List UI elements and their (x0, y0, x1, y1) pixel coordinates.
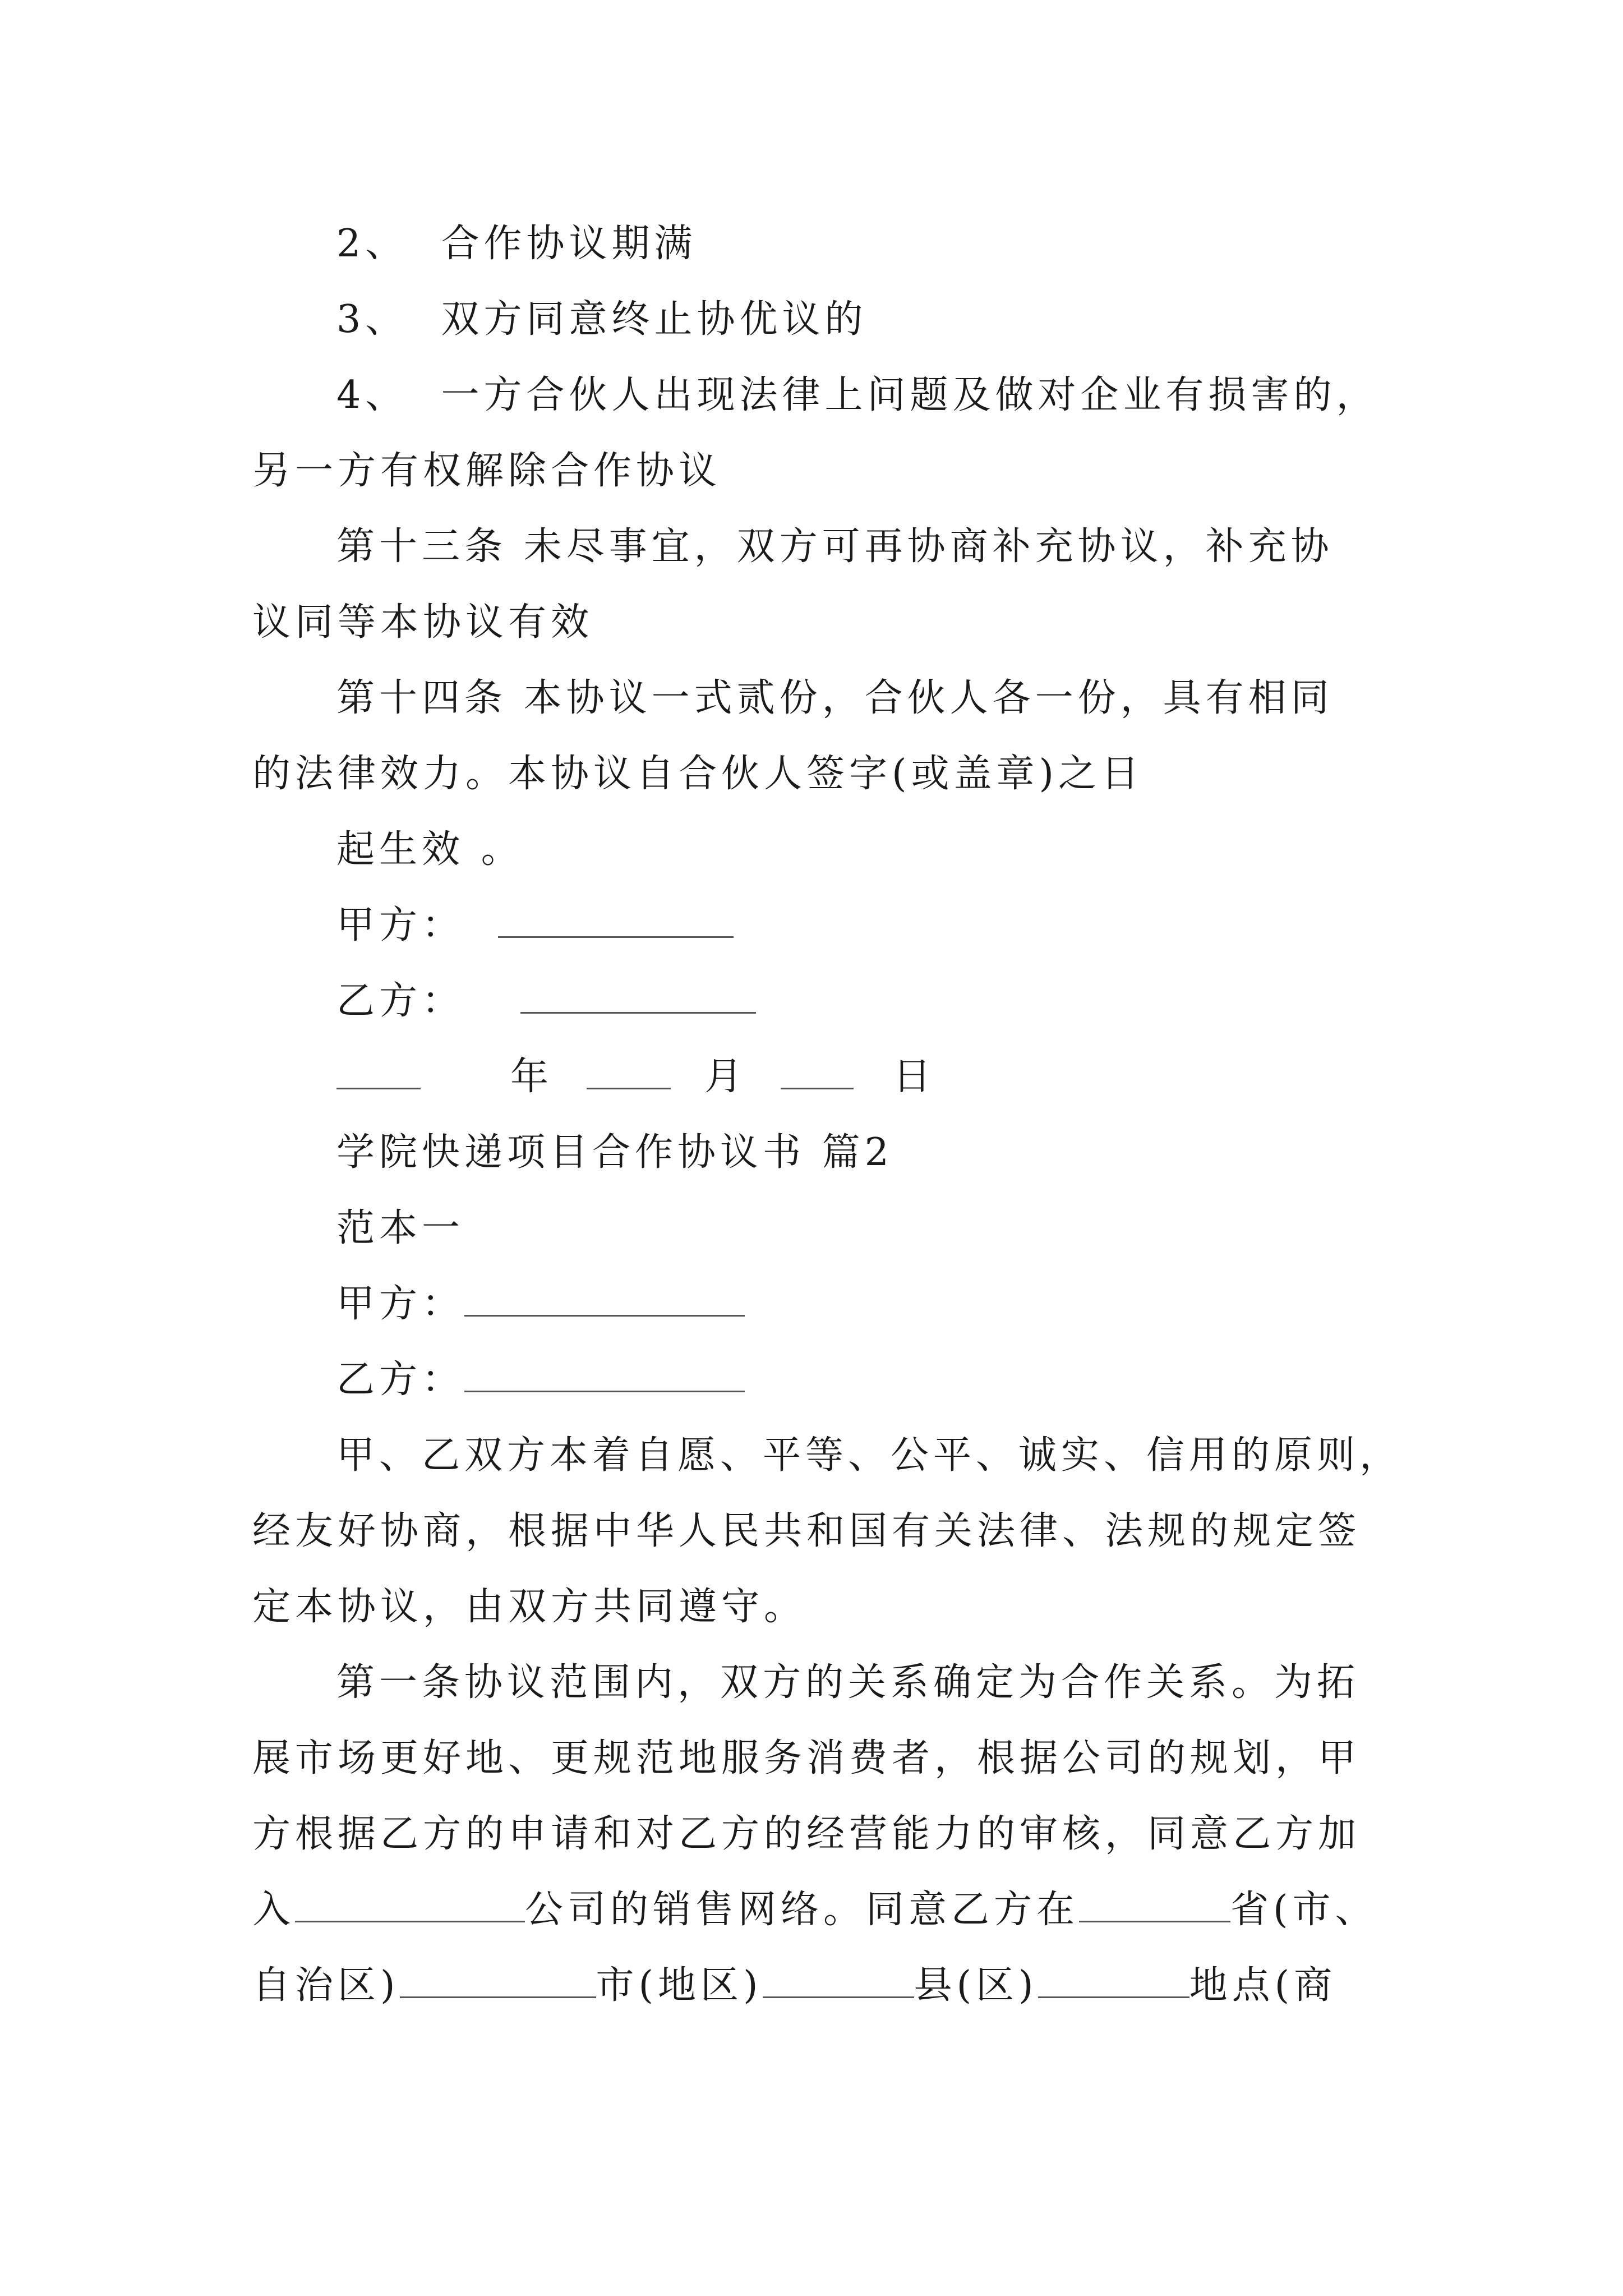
year-label: 年 (510, 1055, 554, 1099)
article-1-line-4 (252, 1888, 1378, 1932)
party-b-blank-2[interactable] (464, 1359, 745, 1392)
text-segment: 自治区) (252, 1963, 400, 2008)
section-title: 学院快递项目合作协议书 篇2 (336, 1130, 893, 1175)
party-a-blank-2[interactable] (464, 1283, 745, 1317)
province-blank[interactable] (1079, 1889, 1230, 1922)
text-segment: 县(区) (914, 1963, 1038, 2008)
month-blank[interactable] (587, 1056, 671, 1089)
party-b-label: 乙方： (336, 979, 465, 1023)
text-segment: 地点(商 (1189, 1963, 1337, 2008)
text-segment: 入 (252, 1888, 296, 1932)
party-b-line-2 (336, 1358, 745, 1402)
text-segment: 市(地区) (596, 1963, 763, 2008)
party-a-blank[interactable] (498, 905, 734, 938)
clause-item-4-cont: 另一方有权解除合作协议 (252, 449, 722, 493)
article-1-line-3: 方根据乙方的申请和对乙方的经营能力的审核，同意乙方加 (252, 1812, 1361, 1856)
month-label: 月 (704, 1055, 748, 1099)
county-blank[interactable] (763, 1965, 914, 1998)
text-segment: 省(市、 (1230, 1888, 1378, 1932)
company-blank[interactable] (295, 1889, 525, 1922)
article-1-line-2: 展市场更好地、更规范地服务消费者，根据公司的规划，甲 (252, 1736, 1361, 1780)
party-a-line-2 (336, 1282, 745, 1327)
day-label: 日 (893, 1055, 936, 1099)
clause-item-4: 4、 一方合伙人出现法律上问题及做对企业有损害的， (336, 373, 1379, 417)
article-13-cont: 议同等本协议有效 (252, 600, 594, 645)
article-13: 第十三条 未尽事宜，双方可再协商补充协议，补充协 (336, 524, 1334, 569)
day-blank[interactable] (781, 1056, 854, 1089)
article-14-cont: 的法律效力。本协议自合伙人签字(或盖章)之日 (252, 752, 1144, 796)
city-blank[interactable] (400, 1965, 596, 1998)
signature-party-a (336, 903, 734, 948)
article-14-end: 起生效 。 (336, 827, 524, 872)
location-blank[interactable] (1038, 1965, 1189, 1998)
clause-item-3: 3、 双方同意终止协优议的 (336, 297, 868, 342)
party-a-label: 甲方： (336, 903, 465, 947)
article-14: 第十四条 本协议一式贰份，合伙人各一份，具有相同 (336, 676, 1334, 720)
party-b-label-2: 乙方： (336, 1358, 465, 1402)
text-segment: 公司的销售网络。同意乙方在 (525, 1888, 1080, 1932)
article-1-line-1: 第一条协议范围内，双方的关系确定为合作关系。为拓 (336, 1660, 1360, 1705)
preamble-1: 甲、乙双方本着自愿、平等、公平、诚实、信用的原则， (336, 1433, 1403, 1478)
sample-label: 范本一 (336, 1206, 465, 1250)
preamble-2: 经友好协商，根据中华人民共和国有关法律、法规的规定签 (252, 1509, 1361, 1553)
date-line (336, 1055, 935, 1099)
party-b-blank[interactable] (520, 981, 756, 1014)
year-blank[interactable] (336, 1056, 421, 1089)
article-1-line-5 (252, 1963, 1336, 2008)
preamble-3: 定本协议，由双方共同遵守。 (252, 1585, 807, 1629)
signature-party-b (336, 979, 756, 1024)
party-a-label-2: 甲方： (336, 1282, 465, 1326)
clause-item-2: 2、 合作协议期满 (336, 222, 697, 266)
